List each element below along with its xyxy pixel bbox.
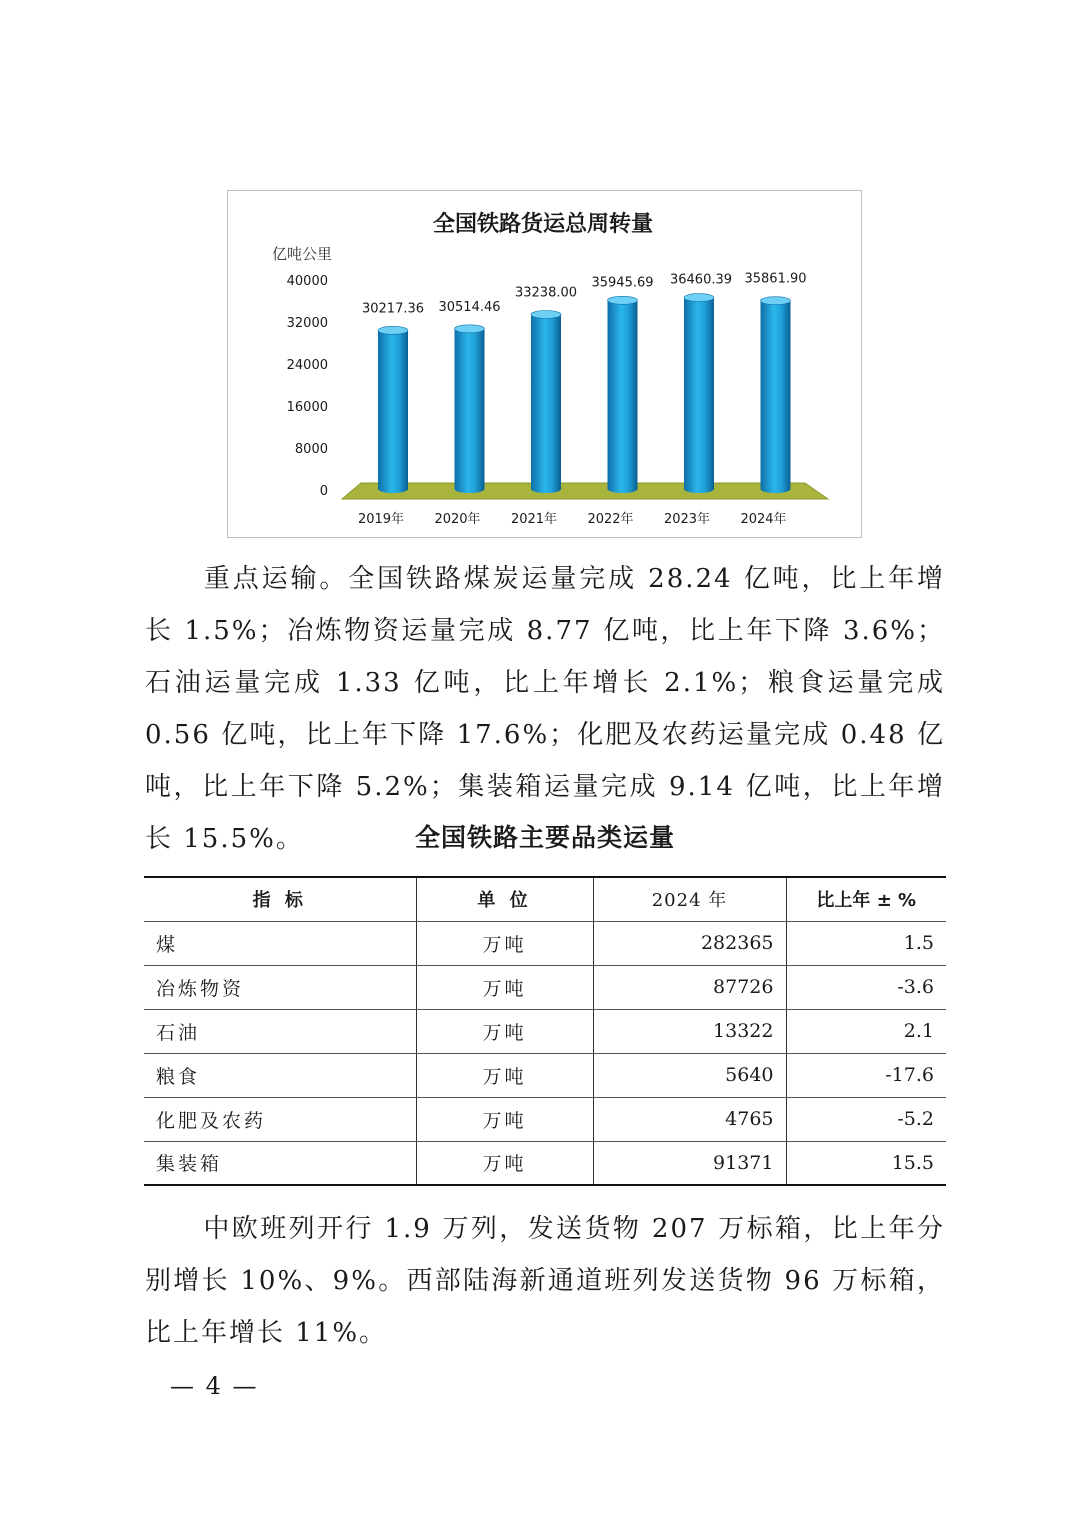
x-tick-label: 2020年	[434, 512, 481, 527]
table-row	[144, 1097, 946, 1141]
page-number: — 4 —	[170, 1372, 259, 1400]
row-unit: 万吨	[416, 921, 593, 965]
y-tick-label: 40000	[286, 274, 328, 289]
table-row	[144, 965, 946, 1009]
data-label: 30514.46	[438, 299, 501, 315]
row-change: 15.5	[786, 1141, 946, 1185]
row-name: 石油	[144, 1009, 416, 1053]
bar-2021年	[531, 315, 561, 493]
row-value: 87726	[593, 965, 786, 1009]
header-year: 2024 年	[593, 877, 786, 921]
y-tick-label: 24000	[286, 358, 328, 373]
table-title: 全国铁路主要品类运量	[414, 823, 675, 852]
bar-top	[378, 326, 408, 334]
y-tick-label: 8000	[294, 442, 328, 457]
bar-top	[455, 325, 485, 333]
y-axis-unit-label: 亿吨公里	[272, 245, 333, 263]
x-tick-label: 2022年	[587, 512, 634, 527]
table-row	[144, 1053, 946, 1097]
row-name: 化肥及农药	[144, 1097, 416, 1141]
row-value: 5640	[593, 1053, 786, 1097]
bar-2022年	[608, 300, 638, 493]
bar-top	[761, 297, 791, 305]
data-label: 33238.00	[514, 285, 578, 301]
row-unit: 万吨	[416, 1141, 593, 1185]
bar-top	[684, 294, 714, 302]
data-label: 36460.39	[669, 272, 733, 288]
row-unit: 万吨	[416, 1053, 593, 1097]
row-unit: 万吨	[416, 1097, 593, 1141]
row-change: 1.5	[786, 921, 946, 965]
row-value: 13322	[593, 1009, 786, 1053]
row-change: 2.1	[786, 1009, 946, 1053]
china-europe-text: 中欧班列开行 1.9 万列，发送货物 207 万标箱，比上年分别增长 10%、9%。西部陆海新通道班列发送货物 96 万标箱，比上年增长 11%。	[145, 1214, 945, 1348]
bar-2023年	[684, 298, 714, 493]
row-name: 煤	[144, 921, 416, 965]
row-change: -5.2	[786, 1097, 946, 1141]
header-unit: 单 位	[416, 877, 593, 921]
key-transport-text: 重点运输。全国铁路煤炭运量完成 28.24 亿吨，比上年增长 1.5%；冶炼物资运量完成 8.77 亿吨，比上年下降 3.6%；石油运量完成 1.33 亿吨，比上年增长 2.1%；粮食运量完成 0.56 亿吨，比上年下降 17.6%；化肥及农药运量完成 0.48 亿吨，比上年下降 5.2%；集装箱运量完成 9.14 亿吨，比上年增长 15.5%。	[145, 564, 945, 854]
table-header-row	[144, 877, 946, 921]
bar-top	[531, 311, 561, 319]
data-label: 35945.69	[591, 275, 654, 291]
table-row	[144, 921, 946, 965]
china-europe-paragraph	[145, 1203, 945, 1359]
header-indicator: 指 标	[144, 877, 416, 921]
x-tick-label: 2021年	[510, 512, 558, 527]
x-tick-label: 2023年	[663, 512, 711, 527]
table-row	[144, 1141, 946, 1185]
row-name: 集装箱	[144, 1141, 416, 1185]
row-value: 4765	[593, 1097, 786, 1141]
data-label: 35861.90	[744, 271, 807, 287]
row-unit: 万吨	[416, 1009, 593, 1053]
x-tick-label: 2019年	[357, 512, 405, 527]
y-tick-label: 32000	[286, 316, 328, 331]
chart-floor	[342, 483, 828, 499]
data-label: 30217.36	[361, 301, 425, 317]
bar-2020年	[455, 329, 485, 493]
y-tick-label: 0	[319, 484, 328, 499]
bar-2024年	[761, 301, 791, 493]
commodity-volume-table	[144, 876, 946, 1186]
row-name: 粮食	[144, 1053, 416, 1097]
row-change: -3.6	[786, 965, 946, 1009]
chart-svg	[228, 191, 863, 539]
x-tick-label: 2024年	[740, 512, 787, 527]
chart-title: 全国铁路货运总周转量	[432, 212, 654, 237]
header-change: 比上年 ± %	[786, 877, 946, 921]
freight-turnover-chart	[227, 190, 862, 538]
row-name: 冶炼物资	[144, 965, 416, 1009]
row-unit: 万吨	[416, 965, 593, 1009]
row-value: 91371	[593, 1141, 786, 1185]
bar-top	[608, 296, 638, 304]
bar-2019年	[378, 330, 408, 493]
row-change: -17.6	[786, 1053, 946, 1097]
table-row	[144, 1009, 946, 1053]
row-value: 282365	[593, 921, 786, 965]
y-tick-label: 16000	[286, 400, 328, 415]
